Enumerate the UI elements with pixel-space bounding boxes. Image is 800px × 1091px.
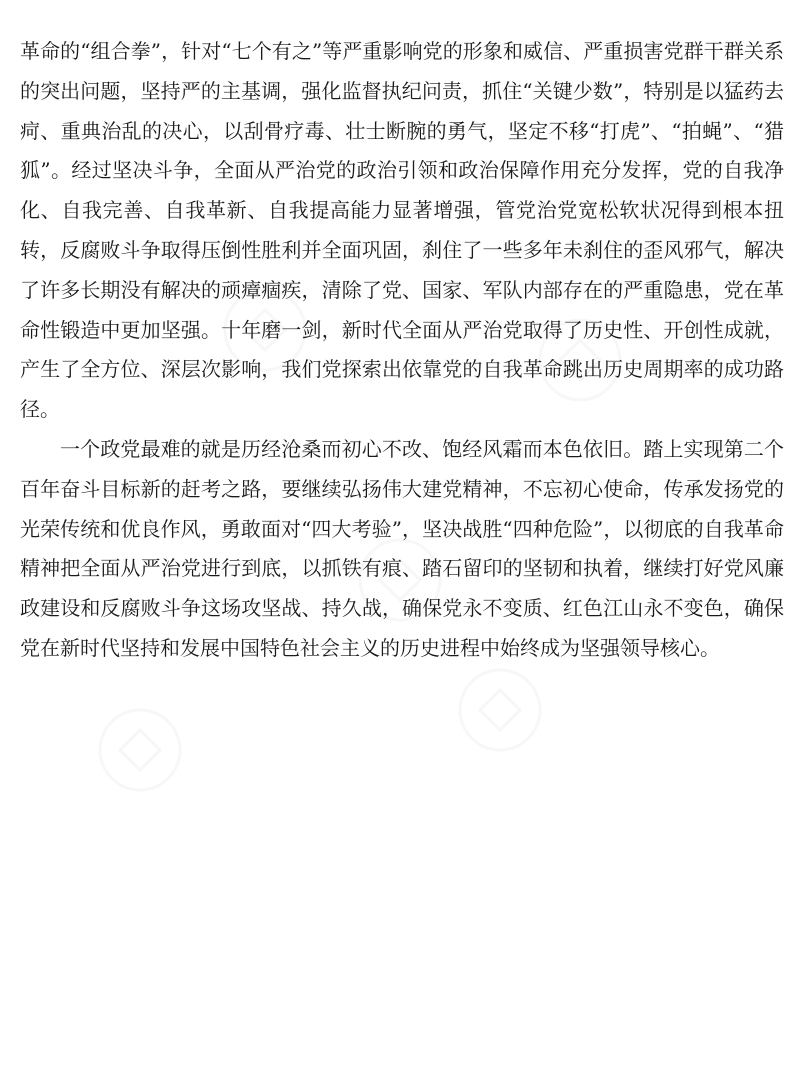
document-body <box>20 32 784 669</box>
paragraph-1: 革命的“组合拳”，针对“七个有之”等严重影响党的形象和威信、严重损害党群干群关系的突出问题，坚持严的主基调，强化监督执纪问责，抓住“关键少数”，特别是以猛药去疴、重典治乱的决心，以刮骨疗毒、壮士断腕的勇气，坚定不移“打虎”、“拍蝇”、“猎狐”。经过坚决斗争，全面从严治党的政治引领和政治保障作用充分发挥，党的自我净化、自我完善、自我革新、自我提高能力显著增强，管党治党宽松软状况得到根本扭转，反腐败斗争取得压倒性胜利并全面巩固，刹住了一些多年未刹住的歪风邪气，解决了许多长期没有解决的顽瘴痼疾，清除了党、国家、军队内部存在的严重隐患，党在革命性锻造中更加坚强。十年磨一剑，新时代全面从严治党取得了历史性、开创性成就，产生了全方位、深层次影响，我们党探索出依靠党的自我革命跳出历史周期率的成功路径。 <box>20 39 784 422</box>
paragraph-2: 一个政党最难的就是历经沧桑而初心不改、饱经风霜而本色依旧。踏上实现第二个百年奋斗目标新的赶考之路，要继续弘扬伟大建党精神，不忘初心使命，传承发扬党的光荣传统和优良作风，勇敢面对“四大考验”，坚决战胜“四种危险”，以彻底的自我革命精神把全面从严治党进行到底，以抓铁有痕、踏石留印的坚韧和执着，继续打好党风廉政建设和反腐败斗争这场攻坚战、持久战，确保党永不变质、红色江山永不变色，确保党在新时代坚持和发展中国特色社会主义的历史进程中始终成为坚强领导核心。 <box>20 436 784 660</box>
watermark-icon <box>80 690 200 810</box>
